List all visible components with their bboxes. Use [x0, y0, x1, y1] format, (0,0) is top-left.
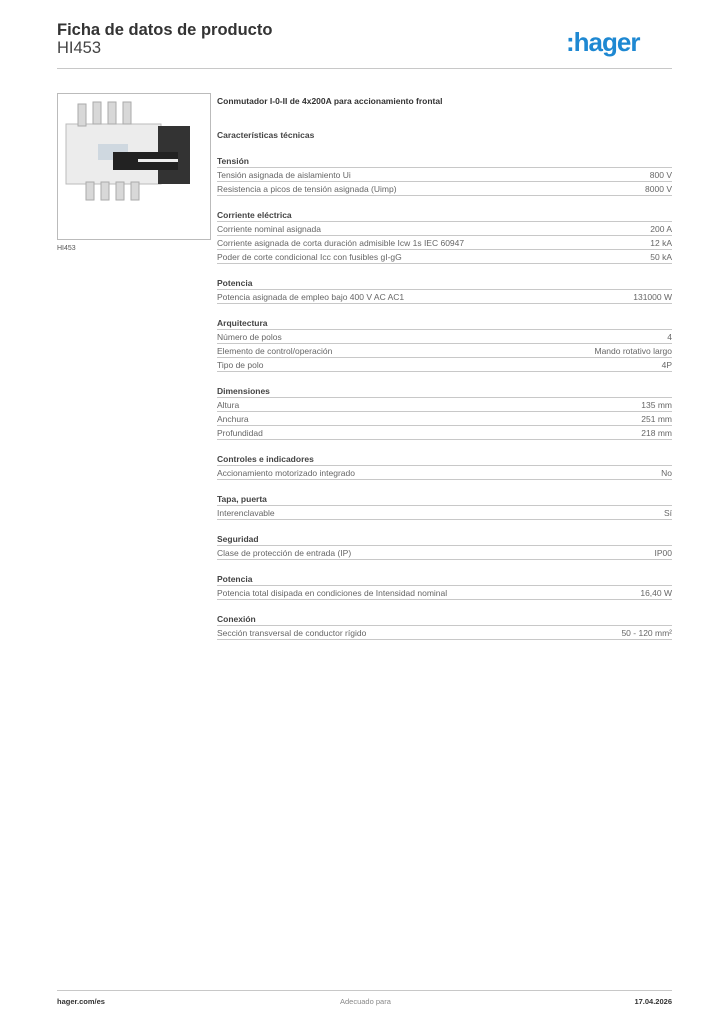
spec-row: [217, 506, 672, 520]
spec-value: 50 kA: [650, 252, 672, 262]
spec-label: Interenclavable: [217, 508, 275, 518]
section-title: Corriente eléctrica: [217, 208, 672, 222]
spec-value: No: [661, 468, 672, 478]
spec-value: 135 mm: [641, 400, 672, 410]
spec-value: 4P: [661, 360, 672, 370]
spec-label: Resistencia a picos de tensión asignada (Uimp): [217, 184, 397, 194]
product-description: Conmutador I-0-II de 4x200A para accionamiento frontal: [217, 96, 443, 106]
spec-row: [217, 626, 672, 640]
spec-section: [217, 492, 672, 520]
spec-label: Altura: [217, 400, 240, 410]
spec-value: 200 A: [650, 224, 672, 234]
spec-value: 12 kA: [650, 238, 672, 248]
spec-sections: [217, 154, 672, 640]
spec-label: Tipo de polo: [217, 360, 264, 370]
spec-section: [217, 452, 672, 480]
section-title: Dimensiones: [217, 384, 672, 398]
section-title: Potencia: [217, 572, 672, 586]
spec-label: Potencia asignada de empleo bajo 400 V AC AC1: [217, 292, 405, 302]
footer-suitable-for: Adecuado para: [340, 997, 391, 1006]
spec-value: 131000 W: [633, 292, 672, 302]
spec-row: [217, 586, 672, 600]
spec-value: 4: [667, 332, 672, 342]
spec-section: [217, 316, 672, 372]
spec-label: Profundidad: [217, 428, 263, 438]
spec-section: [217, 276, 672, 304]
spec-value: Sí: [663, 508, 672, 518]
spec-section: [217, 612, 672, 640]
spec-value: 8000 V: [645, 184, 672, 194]
footer-date: 17.04.2026: [634, 997, 672, 1006]
product-code: HI453: [57, 39, 102, 57]
spec-label: Tensión asignada de aislamiento Ui: [217, 170, 351, 180]
product-image: [57, 93, 211, 240]
spec-value: 50 - 120 mm²: [621, 628, 672, 638]
footer-divider: [57, 990, 672, 991]
specs-title: Características técnicas: [217, 130, 315, 140]
spec-row: [217, 358, 672, 372]
spec-label: Anchura: [217, 414, 249, 424]
spec-row: [217, 546, 672, 560]
image-caption: HI453: [57, 245, 76, 252]
spec-row: [217, 466, 672, 480]
spec-value: 16,40 W: [640, 588, 672, 598]
spec-row: [217, 250, 672, 264]
spec-section: [217, 572, 672, 600]
spec-value: 218 mm: [641, 428, 672, 438]
spec-label: Corriente nominal asignada: [217, 224, 321, 234]
spec-label: Poder de corte condicional Icc con fusibles gI-gG: [217, 252, 402, 262]
section-title: Tapa, puerta: [217, 492, 672, 506]
hager-logo: :hager: [566, 27, 640, 57]
section-title: Seguridad: [217, 532, 672, 546]
spec-label: Accionamiento motorizado integrado: [217, 468, 355, 478]
spec-row: [217, 330, 672, 344]
spec-row: [217, 168, 672, 182]
spec-label: Número de polos: [217, 332, 282, 342]
spec-label: Potencia total disipada en condiciones de Intensidad nominal: [217, 588, 448, 598]
spec-row: [217, 236, 672, 250]
spec-value: Mando rotativo largo: [594, 346, 672, 356]
switch-illustration: [58, 94, 210, 239]
section-title: Controles e indicadores: [217, 452, 672, 466]
section-title: Tensión: [217, 154, 672, 168]
spec-label: Elemento de control/operación: [217, 346, 333, 356]
spec-label: Sección transversal de conductor rígido: [217, 628, 367, 638]
spec-row: [217, 182, 672, 196]
spec-row: [217, 398, 672, 412]
spec-row: [217, 412, 672, 426]
spec-value: 800 V: [649, 170, 672, 180]
spec-section: [217, 208, 672, 264]
section-title: Conexión: [217, 612, 672, 626]
spec-row: [217, 426, 672, 440]
specs-panel: [217, 94, 672, 640]
spec-label: Clase de protección de entrada (IP): [217, 548, 352, 558]
spec-section: [217, 532, 672, 560]
spec-label: Corriente asignada de corta duración admisible Icw 1s IEC 60947: [217, 238, 465, 248]
spec-row: [217, 290, 672, 304]
section-title: Arquitectura: [217, 316, 672, 330]
spec-value: IP00: [654, 548, 672, 558]
spec-section: [217, 384, 672, 440]
spec-row: [217, 344, 672, 358]
footer-website[interactable]: hager.com/es: [57, 997, 105, 1006]
page-title: Ficha de datos de producto: [57, 21, 273, 39]
spec-section: [217, 154, 672, 196]
section-title: Potencia: [217, 276, 672, 290]
spec-row: [217, 222, 672, 236]
header-divider: [57, 68, 672, 69]
spec-value: 251 mm: [641, 414, 672, 424]
